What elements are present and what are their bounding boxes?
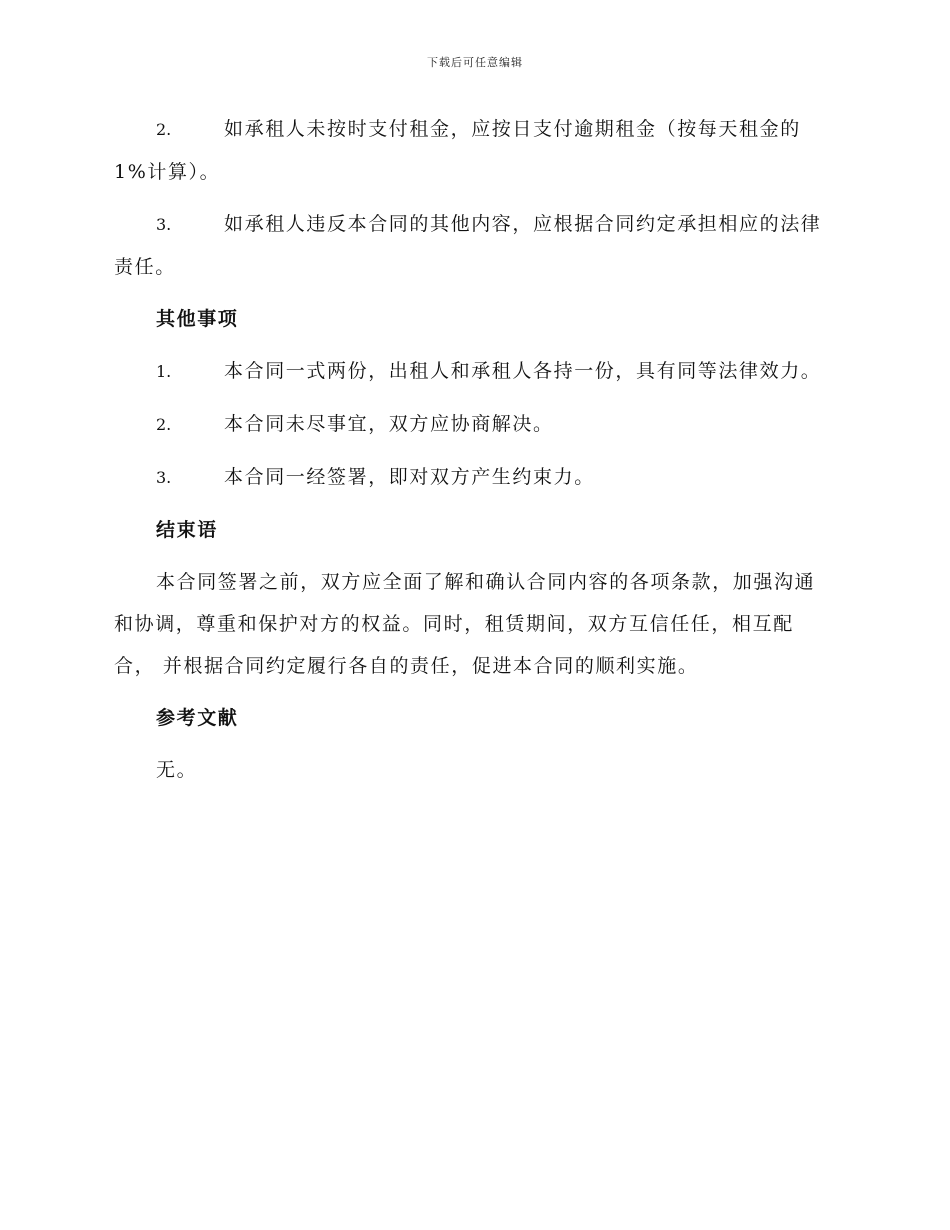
item-number: 3.	[156, 468, 172, 487]
liability-item	[114, 108, 834, 193]
item-text: 如承租人未按时支付租金，应按日支付逾期租金（按每天租金的1%计算）。	[114, 118, 801, 183]
section-heading-other: 其他事项	[156, 308, 239, 330]
document-body	[114, 108, 834, 801]
item-text: 本合同未尽事宜，双方应协商解决。	[224, 413, 554, 435]
item-number: 2.	[156, 120, 172, 139]
liability-item	[114, 203, 834, 288]
item-text: 本合同一式两份，出租人和承租人各持一份，具有同等法律效力。	[224, 360, 822, 382]
item-number: 2.	[156, 415, 172, 434]
references-paragraph: 无。	[156, 759, 198, 781]
other-item	[114, 350, 834, 393]
item-text: 本合同一经签署，即对双方产生约束力。	[224, 466, 595, 488]
other-item	[114, 456, 834, 499]
other-item	[114, 403, 834, 446]
page-header-note: 下载后可任意编辑	[427, 56, 523, 69]
conclusion-paragraph: 本合同签署之前，双方应全面了解和确认合同内容的各项条款，加强沟通和协调，尊重和保护对方的权益。同时，租赁期间，双方互信任任，相互配合， 并根据合同约定履行各自的责任，促进本合同的顺利实施。	[114, 571, 816, 677]
item-number: 3.	[156, 215, 172, 234]
item-number: 1.	[156, 362, 172, 381]
section-heading-conclusion: 结束语	[156, 519, 218, 541]
item-text: 如承租人违反本合同的其他内容，应根据合同约定承担相应的法律责任。	[114, 213, 822, 278]
section-heading-references: 参考文献	[156, 707, 239, 729]
